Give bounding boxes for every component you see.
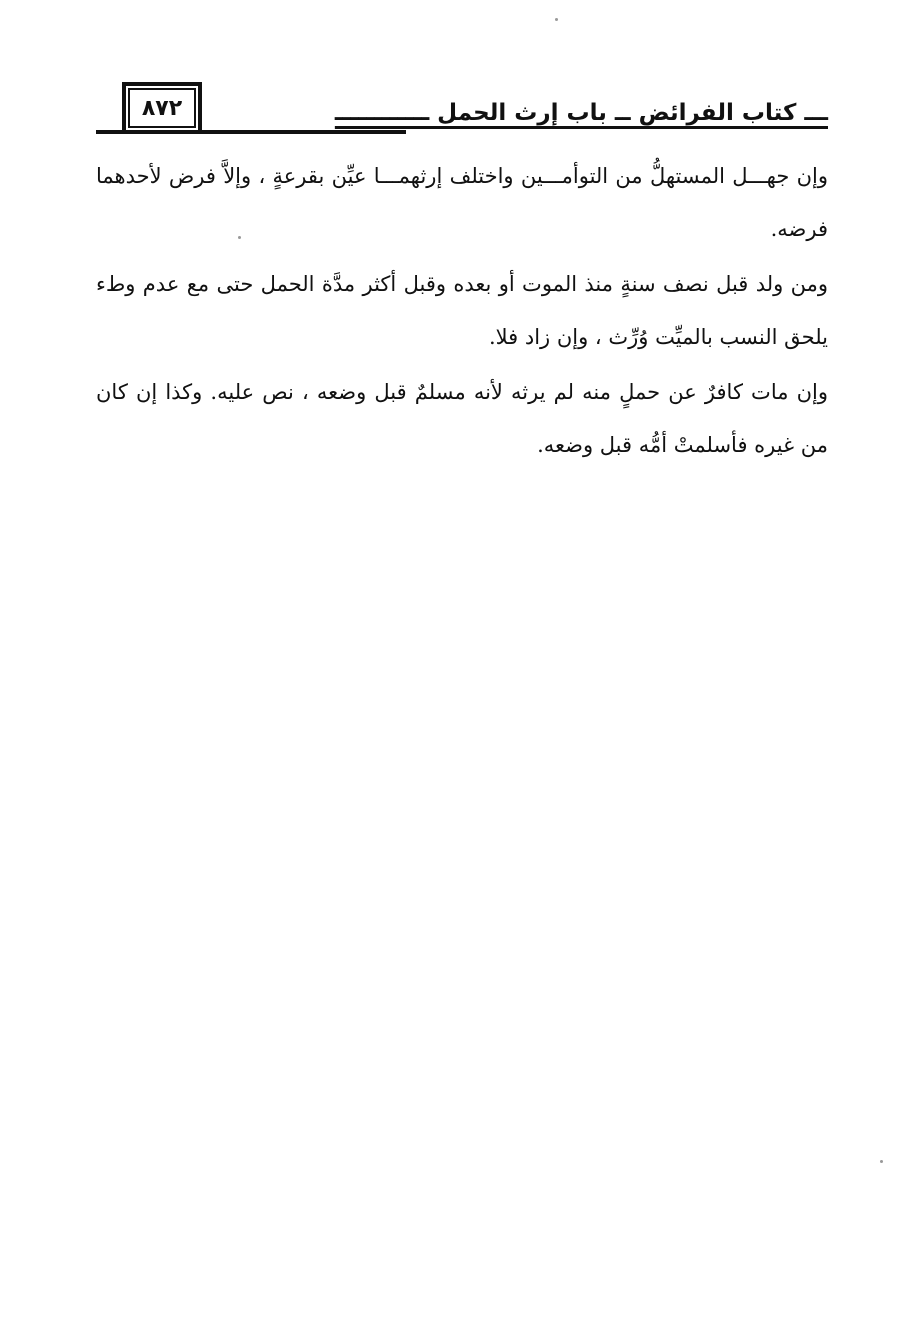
body-text [96, 150, 828, 474]
paragraph: وإن جهـــل المستهلُّ من التوأمـــين واختلف إرثهمـــا عيِّن بقرعةٍ ، وإلاَّ فرض لأحدهما فرضه. [96, 164, 828, 241]
running-title: ـــ كتاب الفرائض ــ باب إرث الحمل ــــــــــــ [334, 100, 828, 126]
scan-speck [555, 18, 558, 21]
scan-speck [238, 236, 241, 239]
page-number-box [122, 82, 202, 134]
page-header [96, 82, 828, 140]
paragraph: وإن مات كافرٌ عن حملٍ منه لم يرثه لأنه مسلمٌ قبل وضعه ، نص عليه. وكذا إن كان من غيره فأسلمتْ أمُّه قبل وضعه. [96, 380, 828, 457]
page-number: ٨٧٢ [141, 95, 183, 121]
header-rule [96, 130, 406, 134]
scan-speck [880, 1160, 883, 1163]
paragraph: ومن ولد قبل نصف سنةٍ منذ الموت أو بعده وقبل أكثر مدَّة الحمل حتى مع عدم وطء يلحق النسب بالميِّت وُرِّث ، وإن زاد فلا. [96, 272, 828, 349]
